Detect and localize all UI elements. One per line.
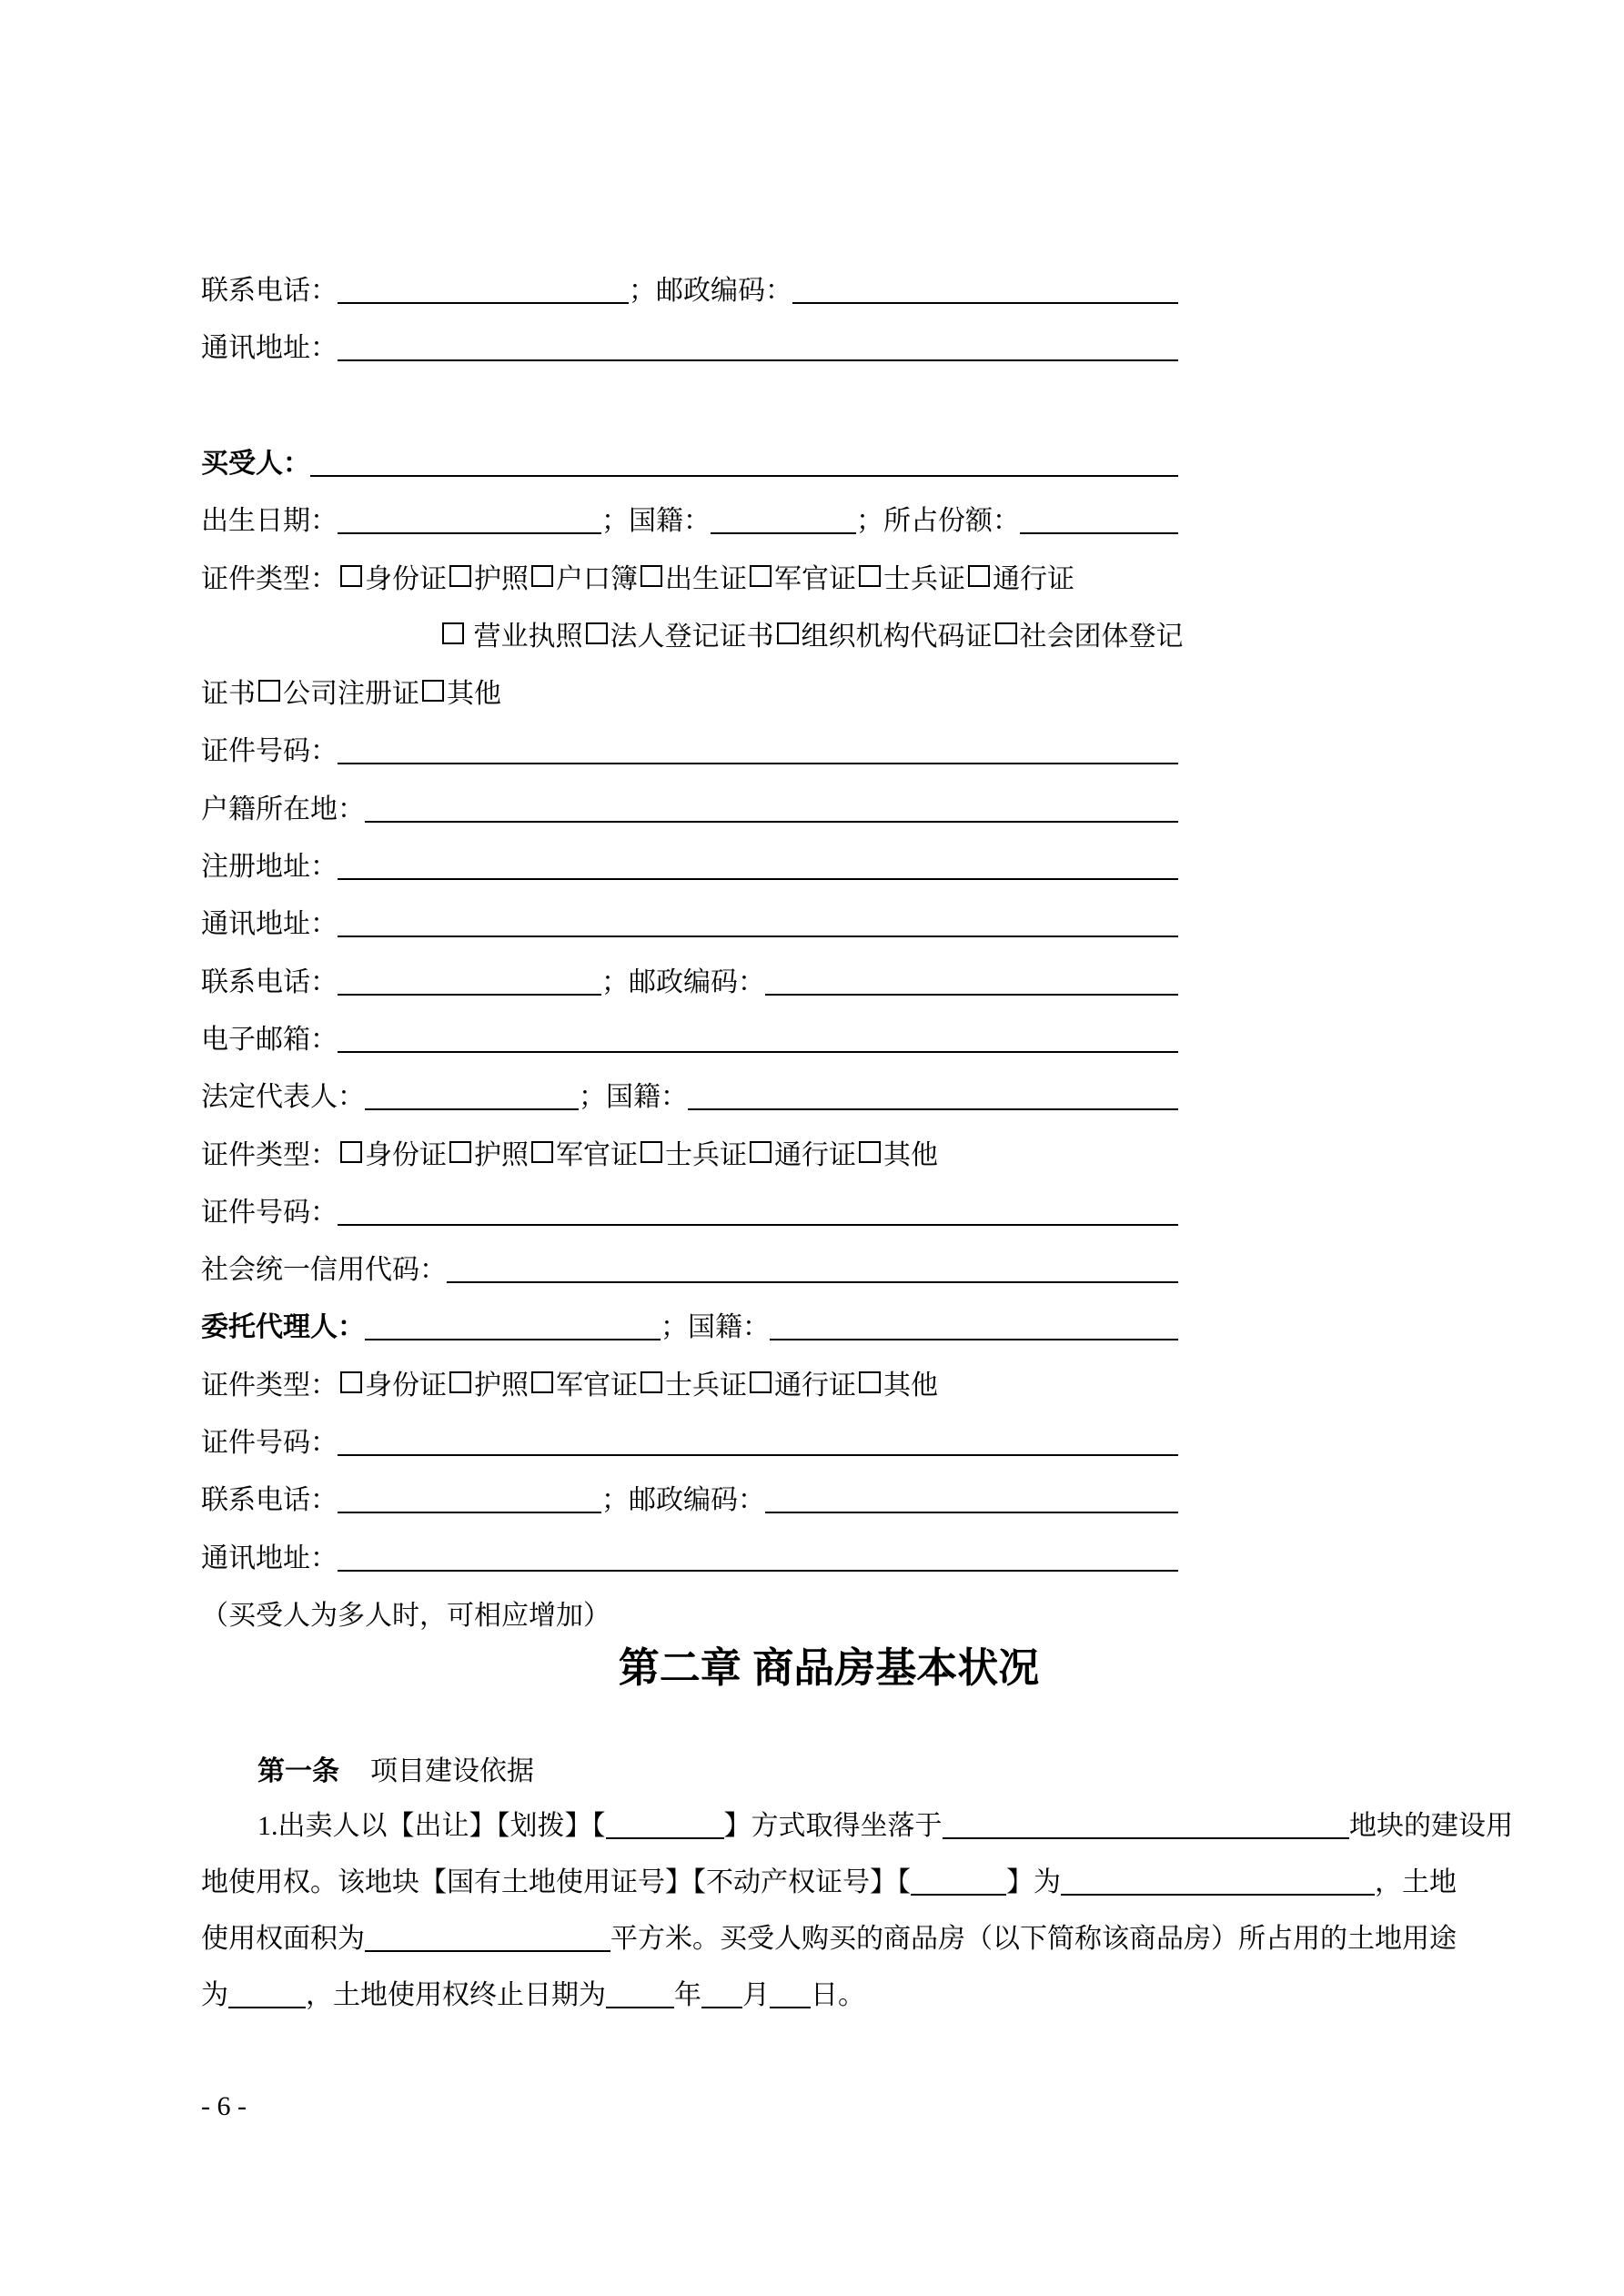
entrusted-agent-line <box>201 1304 1178 1342</box>
text-run: 证书 <box>201 679 256 709</box>
text-run: 月 <box>742 1980 770 2010</box>
chapter-heading: 第二章 商品房基本状况 <box>618 1644 1040 1691</box>
id-type-line <box>201 1132 938 1170</box>
text-run: 护照 <box>474 564 529 594</box>
blank-field[interactable] <box>1061 1892 1375 1896</box>
checkbox-icon[interactable] <box>641 1141 662 1163</box>
blank-field[interactable] <box>765 992 1178 996</box>
text-run: 社会团体登记 <box>1019 622 1184 652</box>
mailing-address-line <box>201 1535 1178 1573</box>
checkbox-icon[interactable] <box>340 1141 362 1163</box>
birthdate-nationality-share-line <box>201 498 1178 536</box>
article-title: 项目建设依据 <box>370 1756 534 1786</box>
blank-field[interactable] <box>711 531 856 534</box>
text-run: 通讯地址： <box>201 909 338 939</box>
id-type-org-line <box>201 613 1184 652</box>
checkbox-icon[interactable] <box>449 1141 471 1163</box>
blank-field[interactable] <box>606 2005 674 2008</box>
text-run: ；国籍： <box>661 1312 770 1342</box>
id-number-line <box>201 1189 1178 1228</box>
checkbox-icon[interactable] <box>449 565 471 587</box>
checkbox-icon[interactable] <box>777 622 799 644</box>
blank-field[interactable] <box>338 1568 1178 1572</box>
checkbox-icon[interactable] <box>422 680 444 702</box>
text-run: 1.出卖人以【出让】【划拨】【 <box>257 1811 606 1841</box>
blank-field[interactable] <box>792 300 1178 304</box>
text-run: 使用权面积为 <box>201 1924 365 1954</box>
id-type-personal-line <box>201 556 1074 594</box>
blank-field[interactable] <box>943 1836 1350 1839</box>
text-run: 军官证 <box>556 1140 638 1170</box>
email-line <box>201 1017 1178 1055</box>
checkbox-icon[interactable] <box>442 622 464 644</box>
text-run: 为 <box>201 1980 228 2010</box>
blank-field[interactable] <box>338 934 1178 937</box>
text-run: 军官证 <box>556 1371 638 1401</box>
text-run: 联系电话： <box>201 1485 338 1515</box>
text-run: 身份证 <box>365 1371 447 1401</box>
blank-field[interactable] <box>338 1222 1178 1226</box>
blank-field[interactable] <box>606 1836 724 1839</box>
field-label-bold: 委托代理人： <box>201 1312 365 1342</box>
text-run: 军官证 <box>774 564 856 594</box>
checkbox-icon[interactable] <box>641 565 662 587</box>
text-run: 身份证 <box>365 1140 447 1170</box>
blank-field[interactable] <box>1020 531 1178 534</box>
text-run: 法定代表人： <box>201 1082 365 1112</box>
text-run: 组织机构代码证 <box>801 622 993 652</box>
checkbox-icon[interactable] <box>750 1371 772 1393</box>
text-run: 通行证 <box>774 1140 856 1170</box>
text-run: 电子邮箱： <box>201 1025 338 1055</box>
registered-address-line <box>201 844 1178 882</box>
text-run: 法人登记证书 <box>610 622 774 652</box>
blank-field[interactable] <box>765 1510 1178 1513</box>
text-run: 士兵证 <box>883 564 965 594</box>
text-run: ；国籍： <box>579 1082 688 1112</box>
contact-phone-postcode-line <box>201 268 1178 306</box>
blank-field[interactable] <box>338 992 601 996</box>
text-run: 户口簿 <box>556 564 638 594</box>
household-registration-line <box>201 786 1178 824</box>
blank-field[interactable] <box>701 2005 742 2008</box>
text-run: 联系电话： <box>201 276 338 306</box>
blank-field[interactable] <box>338 531 601 534</box>
legal-representative-line <box>201 1074 1178 1112</box>
blank-field[interactable] <box>338 876 1178 880</box>
blank-field[interactable] <box>338 300 629 304</box>
text-run: 证件号码： <box>201 736 338 766</box>
checkbox-icon[interactable] <box>859 1141 881 1163</box>
text-run: 社会统一信用代码： <box>201 1255 447 1285</box>
text-run: 证件类型： <box>201 1140 338 1170</box>
checkbox-icon[interactable] <box>641 1371 662 1393</box>
mailing-address-line <box>201 901 1178 939</box>
text-run: （买受人为多人时，可相应增加） <box>201 1601 610 1631</box>
text-run: 其他 <box>883 1140 938 1170</box>
text-run: 证件号码： <box>201 1198 338 1228</box>
text-run: 注册地址： <box>201 852 338 882</box>
text-run: ；国籍： <box>601 506 711 536</box>
text-run: ，土地 <box>1375 1867 1457 1897</box>
text-run: 联系电话： <box>201 967 338 997</box>
text-run: ；所占份额： <box>856 506 1020 536</box>
land-acquisition-line-3 <box>201 1916 1457 1954</box>
blank-field[interactable] <box>911 1892 1006 1896</box>
blank-field[interactable] <box>338 1452 1178 1456</box>
text-run: 证件类型： <box>201 1371 338 1401</box>
text-run: 】为 <box>1006 1867 1061 1897</box>
blank-field[interactable] <box>770 2005 811 2008</box>
text-run: 护照 <box>474 1371 529 1401</box>
checkbox-icon[interactable] <box>859 565 881 587</box>
blank-field[interactable] <box>338 1510 601 1513</box>
blank-field[interactable] <box>365 1948 610 1952</box>
checkbox-icon[interactable] <box>750 1141 772 1163</box>
text-run: ；邮政编码： <box>601 967 765 997</box>
text-run: 士兵证 <box>665 1371 747 1401</box>
text-run: 士兵证 <box>665 1140 747 1170</box>
checkbox-icon[interactable] <box>531 565 553 587</box>
text-run: 通行证 <box>774 1371 856 1401</box>
text-run: 地使用权。该地块【国有土地使用证号】【不动产权证号】【 <box>201 1867 911 1897</box>
text-run: 通讯地址： <box>201 1543 338 1573</box>
checkbox-icon[interactable] <box>340 565 362 587</box>
id-number-line <box>201 1420 1178 1458</box>
text-run: 年 <box>674 1980 701 2010</box>
contact-phone-postcode-line <box>201 959 1178 997</box>
land-acquisition-line-1 <box>201 1803 1513 1841</box>
checkbox-icon[interactable] <box>750 565 772 587</box>
text-run: 户籍所在地： <box>201 794 365 824</box>
id-type-org-wrap-line <box>201 671 501 709</box>
text-run: 护照 <box>474 1140 529 1170</box>
blank-field[interactable] <box>365 819 1178 823</box>
text-run: 出生证 <box>665 564 747 594</box>
text-run: 公司注册证 <box>283 679 419 709</box>
blank-field[interactable] <box>338 358 1178 361</box>
checkbox-icon[interactable] <box>449 1371 471 1393</box>
text-run: 证件类型： <box>201 564 338 594</box>
article-heading <box>257 1748 534 1788</box>
checkbox-icon[interactable] <box>859 1371 881 1393</box>
blank-field[interactable] <box>447 1279 1178 1283</box>
mailing-address-line <box>201 325 1178 363</box>
blank-field[interactable] <box>770 1337 1178 1340</box>
contact-phone-postcode-line <box>201 1477 1178 1515</box>
field-label-bold: 买受人： <box>201 449 310 479</box>
blank-field[interactable] <box>338 1049 1178 1053</box>
blank-field[interactable] <box>310 473 1178 477</box>
text-run: 平方米。买受人购买的商品房（以下简称该商品房）所占用的土地用途 <box>610 1924 1457 1954</box>
text-run: ；邮政编码： <box>629 276 792 306</box>
land-acquisition-line-2 <box>201 1859 1457 1897</box>
land-acquisition-line-4 <box>201 1972 865 2010</box>
checkbox-icon[interactable] <box>258 680 280 702</box>
checkbox-icon[interactable] <box>531 1141 553 1163</box>
text-run: 其他 <box>447 679 501 709</box>
checkbox-icon[interactable] <box>995 622 1017 644</box>
text-run: 通讯地址： <box>201 333 338 363</box>
checkbox-icon[interactable] <box>340 1371 362 1393</box>
text-run: 身份证 <box>365 564 447 594</box>
text-run: ，土地使用权终止日期为 <box>306 1980 606 2010</box>
text-run: 证件号码： <box>201 1428 338 1458</box>
text-run: 】方式取得坐落于 <box>723 1811 943 1841</box>
unified-social-credit-code-line <box>201 1247 1178 1285</box>
blank-field[interactable] <box>365 1107 579 1110</box>
blank-field[interactable] <box>338 761 1178 764</box>
blank-field[interactable] <box>365 1337 661 1340</box>
checkbox-icon[interactable] <box>586 622 608 644</box>
text-run: 地块的建设用 <box>1349 1811 1513 1841</box>
blank-field[interactable] <box>228 2005 306 2008</box>
text-run: 通行证 <box>993 564 1074 594</box>
id-number-line <box>201 728 1178 766</box>
id-type-line <box>201 1362 938 1401</box>
blank-field[interactable] <box>688 1107 1178 1110</box>
text-run: 日。 <box>811 1980 865 2010</box>
text-run: 其他 <box>883 1371 938 1401</box>
buyer-name-line <box>201 440 1178 479</box>
text-run: 出生日期： <box>201 506 338 536</box>
checkbox-icon[interactable] <box>531 1371 553 1393</box>
article-number: 第一条 <box>257 1756 339 1786</box>
checkbox-icon[interactable] <box>968 565 990 587</box>
text-run: ；邮政编码： <box>601 1485 765 1515</box>
page-number: - 6 - <box>201 2091 247 2121</box>
multiple-buyers-note <box>201 1593 610 1631</box>
text-run: 营业执照 <box>467 622 583 652</box>
